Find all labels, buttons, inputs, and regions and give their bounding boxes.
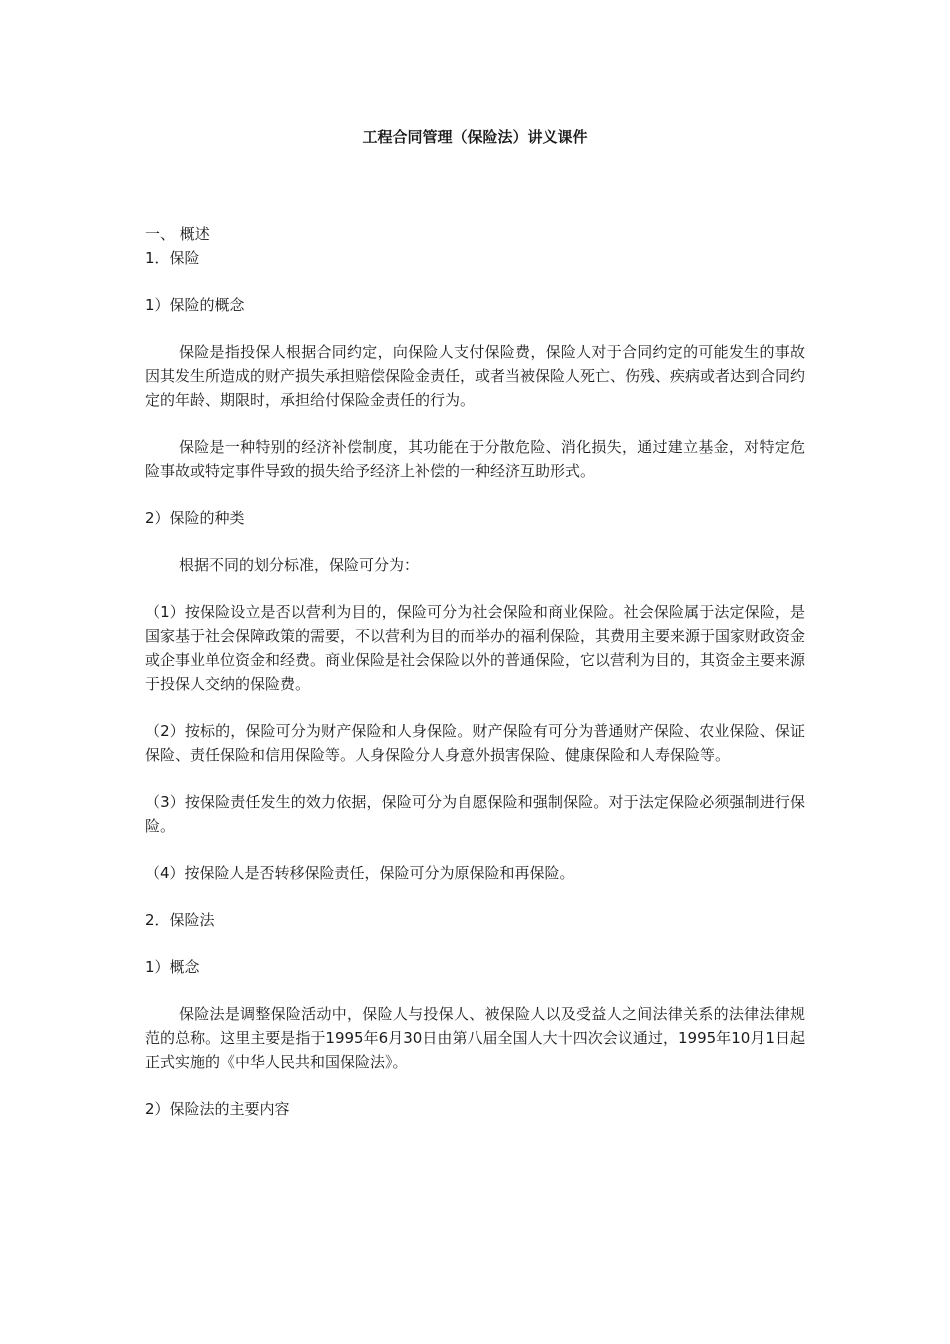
paragraph-type-3: （3）按保险责任发生的效力依据，保险可分为自愿保险和强制保险。对于法定保险必须强制进行保险。: [145, 793, 805, 835]
subsection-heading-insurance: 1．保险: [145, 249, 200, 267]
document-title: 工程合同管理（保险法）讲义课件: [362, 128, 588, 146]
paragraph-insurance-concept-1: 保险是指投保人根据合同约定，向保险人支付保险费，保险人对于合同约定的可能发生的事故因其发生所造成的财产损失承担赔偿保险金责任，或者当被保险人死亡、伤残、疾病或者达到合同约定的年龄、期限时，承担给付保险金责任的行为。: [145, 343, 806, 409]
paragraph-types-intro: 根据不同的划分标准，保险可分为：: [179, 556, 420, 574]
section-heading-overview: 一、 概述: [145, 225, 210, 243]
paragraph-type-4: （4）按保险人是否转移保险责任，保险可分为原保险和再保险。: [145, 864, 575, 882]
paragraph-type-2: （2）按标的，保险可分为财产保险和人身保险。财产保险有可分为普通财产保险、农业保险、保证保险、责任保险和信用保险等。人身保险分人身意外损害保险、健康保险和人寿保险等。: [145, 722, 805, 764]
paragraph-insurance-concept-2: 保险是一种特别的经济补偿制度，其功能在于分散危险、消化损失，通过建立基金，对特定危险事故或特定事件导致的损失给予经济上补偿的一种经济互助形式。: [145, 438, 805, 480]
paragraph-type-1: （1）按保险设立是否以营利为目的，保险可分为社会保险和商业保险。社会保险属于法定保险，是国家基于社会保障政策的需要，不以营利为目的而举办的福利保险，其费用主要来源于国家财政资金或企事业单位资金和经费。商业保险是社会保险以外的普通保险，它以营利为目的，其资金主要来源于投保人交纳的保险费。: [145, 603, 806, 693]
heading-insurance-types: 2）保险的种类: [145, 509, 245, 527]
paragraph-law-concept: 保险法是调整保险活动中，保险人与投保人、被保险人以及受益人之间法律关系的法律法律规范的总称。这里主要是指于1995年6月30日由第八届全国人大十四次会议通过，1995年10月1日起正式实施的《中华人民共和国保险法》。: [145, 1005, 805, 1071]
document-body: [145, 222, 805, 1121]
heading-insurance-concept: 1）保险的概念: [145, 296, 245, 314]
subsection-heading-insurance-law: 2．保险法: [145, 911, 215, 929]
heading-law-concept: 1）概念: [145, 958, 200, 976]
heading-law-main-content: 2）保险法的主要内容: [145, 1100, 290, 1118]
